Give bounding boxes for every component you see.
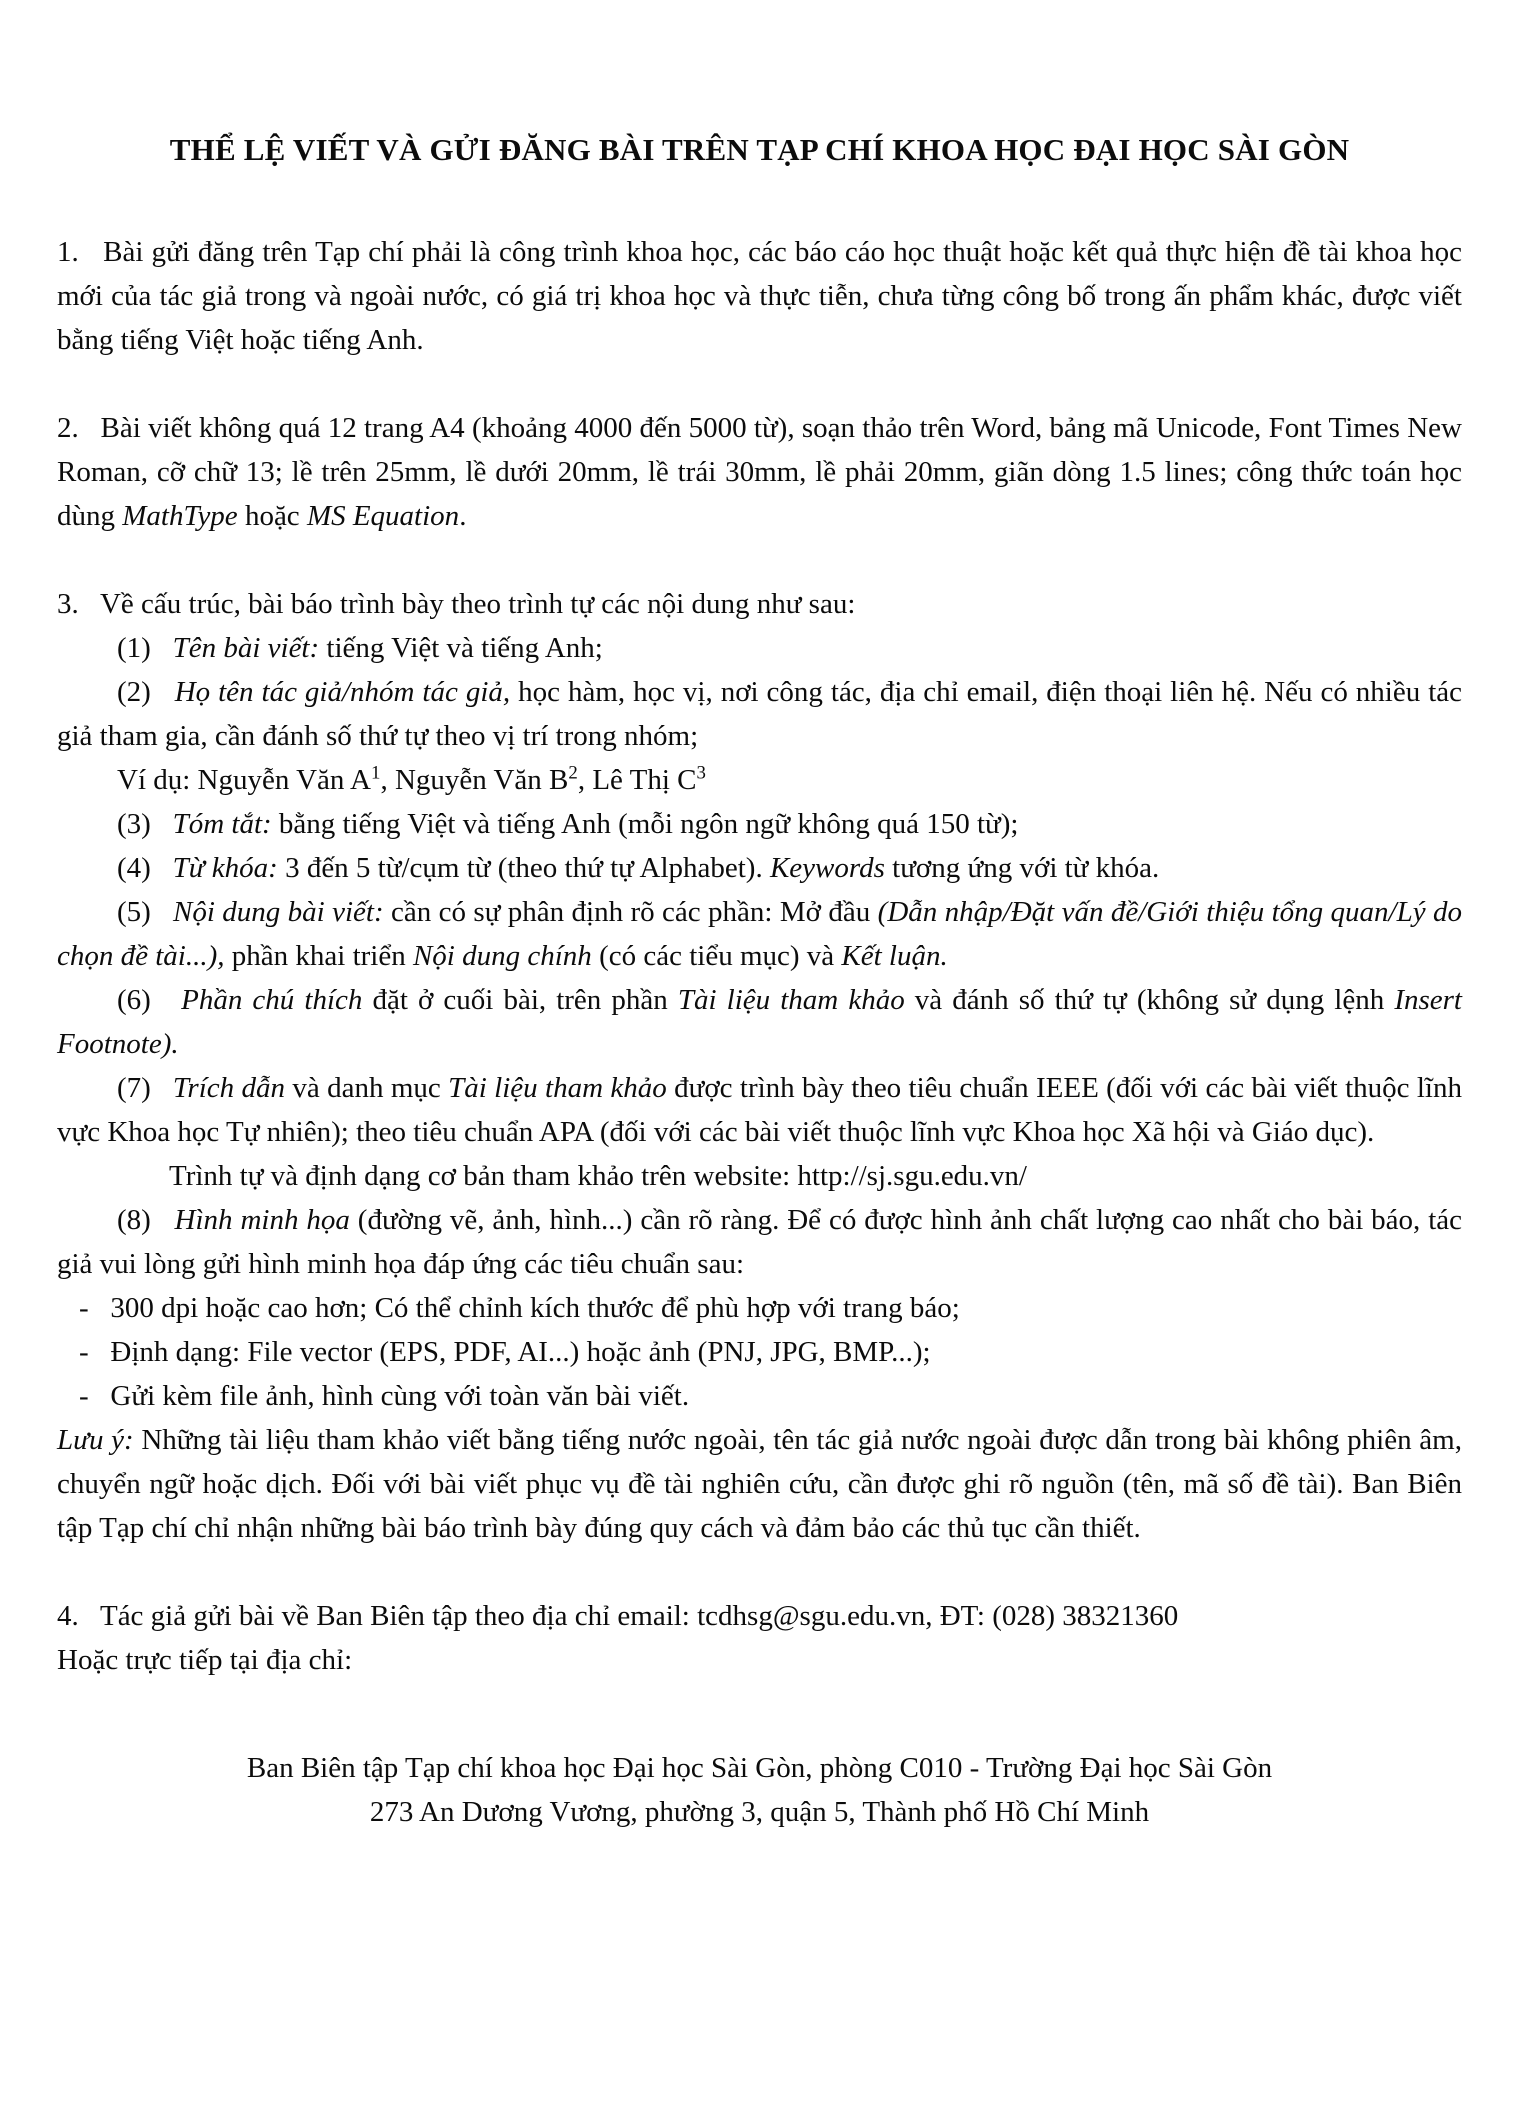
superscript: 3 [696,762,706,784]
text-run: hoặc [237,500,307,532]
text-run: và đánh số thứ tự (không sử dụng lệnh [904,984,1395,1016]
rule-1-paragraph [57,230,1462,362]
text-run: Ví dụ: Nguyễn Văn A [117,764,372,796]
image-requirement-attach [57,1374,1462,1418]
editorial-address-line [57,1790,1462,1834]
rule-4-address-intro [57,1638,1462,1682]
italic-text-run: Hình minh họa [174,1204,350,1236]
rule-3-example [57,758,1462,802]
rule-3-website-line [57,1154,1462,1198]
italic-text-run: Tóm tắt: [172,808,272,840]
rule-2-paragraph [57,406,1462,538]
text-run: phần khai triển [224,940,413,972]
text-run: (6) [117,984,182,1016]
text-run: - Định dạng: File vector (EPS, PDF, AI...) hoặc ảnh (PNJ, JPG, BMP...); [79,1336,931,1368]
note-paragraph [57,1418,1462,1550]
italic-text-run: Nội dung chính [412,940,592,972]
text-run: đặt ở cuối bài, trên phần [362,984,678,1016]
italic-text-run: (Dẫn nhập/Đặt vấn đề/Giới thiệu tổng quan/Lý do chọn đề tài...), [57,896,1462,972]
italic-text-run: Keywords [769,852,885,884]
italic-text-run: Tài liệu tham khảo [677,984,905,1016]
text-run: 2. Bài viết không quá 12 trang A4 (khoảng 4000 đến 5000 từ), soạn thảo trên Word, bảng mã Unicode, Font Times New Roman, cỡ chữ 13; lề trên 25mm, lề dưới 20mm, lề trái 30mm, lề phải 20mm, giãn dòng 1.5 lines; công thức toán học dùng [57,412,1462,532]
text-run: (5) [117,896,173,928]
text-run: (1) [117,632,173,664]
editorial-office-line [57,1746,1462,1790]
page-title: THỂ LỆ VIẾT VÀ GỬI ĐĂNG BÀI TRÊN TẠP CHÍ KHOA HỌC ĐẠI HỌC SÀI GÒN [169,132,1350,167]
text-run: Những tài liệu tham khảo viết bằng tiếng nước ngoài, tên tác giả nước ngoài được dẫn trong bài không phiên âm, chuyển ngữ hoặc dịch. Đối với bài viết phục vụ đề tài nghiên cứu, cần được ghi rõ nguồn (tên, mã số đề tài). Ban Biên tập Tạp chí chỉ nhận những bài báo trình bày đúng quy cách và đảm bảo các thủ tục cần thiết. [57,1424,1462,1544]
italic-text-run: Lưu ý: [57,1424,134,1456]
text-run: (3) [117,808,173,840]
rule-3-item-5 [57,890,1462,978]
text-run: bằng tiếng Việt và tiếng Anh (mỗi ngôn ngữ không quá 150 từ); [271,808,1019,840]
text-run: 3. Về cấu trúc, bài báo trình bày theo trình tự các nội dung như sau: [57,588,856,620]
rule-4-paragraph [57,1594,1462,1638]
document-body [57,230,1462,1834]
text-run: Ban Biên tập Tạp chí khoa học Đại học Sài Gòn, phòng C010 - Trường Đại học Sài Gòn [246,1752,1273,1784]
text-run: 3 đến 5 từ/cụm từ (theo thứ tự Alphabet). [277,852,770,884]
text-run: cần có sự phân định rõ các phần: Mở đầu [383,896,878,928]
italic-text-run: MS Equation [306,500,460,532]
rule-3-item-1 [57,626,1462,670]
italic-text-run: Kết luận. [841,940,948,972]
italic-text-run: Họ tên tác giả/nhóm tác giả, [174,676,511,708]
image-requirement-format [57,1330,1462,1374]
rule-3-item-3 [57,802,1462,846]
text-run: tương ứng với từ khóa. [884,852,1160,884]
superscript: 2 [568,762,578,784]
text-run: 273 An Dương Vương, phường 3, quận 5, Thành phố Hồ Chí Minh [369,1796,1150,1828]
italic-text-run: Nội dung bài viết: [172,896,384,928]
text-run: được trình bày theo tiêu chuẩn IEEE (đối với các bài viết thuộc lĩnh vực Khoa học Tự nhiên); theo tiêu chuẩn APA (đối với các bài viết thuộc lĩnh vực Khoa học Xã hội và Giáo dục). [57,1072,1462,1148]
text-run: Hoặc trực tiếp tại địa chỉ: [57,1644,353,1676]
italic-text-run: MathType [122,500,238,532]
rule-3-item-8 [57,1198,1462,1286]
text-run: (8) [117,1204,175,1236]
text-run: tiếng Việt và tiếng Anh; [319,632,603,664]
italic-text-run: Từ khóa: [172,852,278,884]
rule-3-item-4 [57,846,1462,890]
text-run: - 300 dpi hoặc cao hơn; Có thể chỉnh kích thước để phù hợp với trang báo; [79,1292,960,1324]
text-run: . [459,500,467,532]
text-run: , Lê Thị C [577,764,697,796]
text-run: - Gửi kèm file ảnh, hình cùng với toàn văn bài viết. [79,1380,690,1412]
italic-text-run: Tên bài viết: [172,632,320,664]
image-requirement-dpi [57,1286,1462,1330]
text-run: (đường vẽ, ảnh, hình...) cần rõ ràng. Để có được hình ảnh chất lượng cao nhất cho bài báo, tác giả vui lòng gửi hình minh họa đáp ứng các tiêu chuẩn sau: [57,1204,1462,1280]
text-run: (7) [117,1072,173,1104]
text-run: học hàm, học vị, nơi công tác, địa chỉ email, điện thoại liên hệ. Nếu có nhiều tác giả tham gia, cần đánh số thứ tự theo vị trí trong nhóm; [57,676,1462,752]
rule-3-paragraph [57,582,1462,626]
rule-3-item-7 [57,1066,1462,1154]
italic-text-run: Trích dẫn [172,1072,286,1104]
text-run: (2) [117,676,175,708]
text-run: (4) [117,852,173,884]
text-run: Trình tự và định dạng cơ bản tham khảo trên website: http://sj.sgu.edu.vn/ [169,1160,1027,1192]
italic-text-run: Insert Footnote). [57,984,1462,1060]
italic-text-run: Tài liệu tham khảo [448,1072,667,1104]
superscript: 1 [371,762,381,784]
text-run: và danh mục [285,1072,449,1104]
rule-3-item-2 [57,670,1462,758]
text-run: , Nguyễn Văn B [380,764,569,796]
text-run: (có các tiểu mục) và [591,940,842,972]
italic-text-run: Phần chú thích [181,984,363,1016]
text-run: 4. Tác giả gửi bài về Ban Biên tập theo địa chỉ email: tcdhsg@sgu.edu.vn, ĐT: (028) 38321360 [57,1600,1179,1632]
rule-3-item-6 [57,978,1462,1066]
text-run: 1. Bài gửi đăng trên Tạp chí phải là công trình khoa học, các báo cáo học thuật hoặc kết quả thực hiện đề tài khoa học mới của tác giả trong và ngoài nước, có giá trị khoa học và thực tiễn, chưa từng công bố trong ấn phẩm khác, được viết bằng tiếng Việt hoặc tiếng Anh. [57,236,1462,356]
